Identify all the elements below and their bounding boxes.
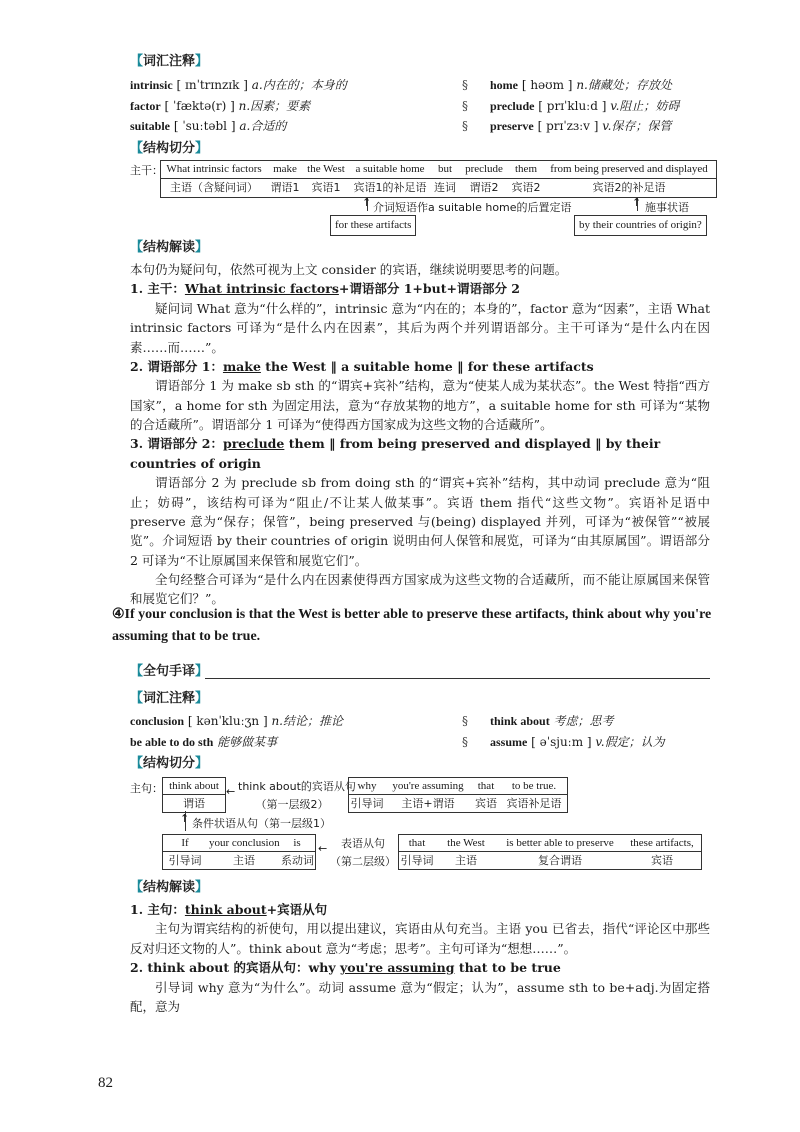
paragraph: 主句为谓宾结构的祈使句，用以提出建议，宾语由从句充当。主语 you 已省去，指代“评论区中那些反对归还文物的人”。think about 意为“考虑；思考”。主句可译为“想想……”。 bbox=[130, 921, 710, 956]
trunk-word: from being preserved and displayed bbox=[550, 163, 708, 175]
translate-heading: 【全句手译】 bbox=[130, 664, 209, 679]
row1-label: think about的宾语从句 bbox=[238, 780, 356, 793]
vocab-item: factor [ ˈfæktə(r) ] n.因素；要素 bbox=[130, 98, 311, 113]
trunk-role: 宾语1的补足语 bbox=[353, 181, 427, 194]
trunk-word: a suitable home bbox=[355, 163, 425, 175]
vocab-item: think about 考虑；思考 bbox=[490, 714, 614, 728]
vocab-heading-2: 【词汇注释】 bbox=[130, 691, 209, 706]
row1-role: 宾语 bbox=[475, 797, 497, 810]
vocab-heading: 【词汇注释】 bbox=[130, 54, 209, 69]
row1-box-clause bbox=[348, 777, 568, 813]
note-box-for-these-artifacts: for these artifacts bbox=[330, 215, 416, 236]
vocab-item: assume [ əˈsjuːm ] v.假定；认为 bbox=[490, 734, 665, 749]
struct-heading: 【结构切分】 bbox=[130, 141, 209, 156]
analysis-point-3: 3. 谓语部分 2：preclude them ‖ from being preserved and displayed ‖ by their countries of origin bbox=[130, 436, 661, 471]
row2-box-if bbox=[162, 834, 316, 870]
row2-role: 引导词 bbox=[168, 854, 202, 867]
row1-word: why bbox=[357, 780, 377, 792]
trunk-word: them bbox=[515, 163, 537, 175]
analysis-point-1: 1. 主干：What intrinsic factors+谓语部分 1+but+谓语部分 2 bbox=[130, 281, 520, 297]
analysis-heading: 【结构解读】 bbox=[130, 240, 209, 255]
row2-word: If bbox=[181, 837, 189, 849]
trunk-word: preclude bbox=[465, 163, 503, 175]
paragraph: 引导词 why 意为“为什么”。动词 assume 意为“假定；认为”，assume sth to be+adj.为固定搭配，意为 bbox=[130, 979, 710, 1014]
vocab-item: intrinsic [ ɪnˈtrɪnzɪk ] a.内在的；本身的 bbox=[130, 78, 347, 92]
page-number: 82 bbox=[98, 1075, 113, 1091]
vocab-item: home [ həʊm ] n.储藏处；存放处 bbox=[490, 78, 672, 92]
row2-label: 表语从句 bbox=[341, 837, 385, 850]
row1-word: that bbox=[477, 780, 495, 792]
note-agent-adverbial: 施事状语 bbox=[645, 201, 689, 214]
analysis-point-2: 2. think about 的宾语从句：why you're assuming that to be true bbox=[130, 960, 561, 976]
row1-level: （第一层级2） bbox=[255, 798, 329, 811]
analysis-body bbox=[130, 260, 710, 609]
vocab-table-2: conclusion [ kənˈkluːʒn ] n.结论；推论 § think about 考虑；思考 be able to do sth 能够做某事 § assume [ əˈsjuːm ] v.假定；认为 bbox=[130, 712, 790, 751]
trunk-word: What intrinsic factors bbox=[166, 163, 262, 175]
paragraph: 谓语部分 2 为 preclude sb from doing sth 的“谓宾+宾补”结构，其中动词 preclude 意为“阻止；妨碍”，该结构可译为“阻止/不让某人做某事”。宾语 them 指代“这些文物”。宾语补足语中 preserve 意为“保存；保管”，being preserved 与(being) displayed 并列，可译为“被保管”“被展览”。介词短语 by their countries of origin 说明由何人保管和展览，可译为“由其原属国”。谓语部分 2 可译为“不让原属国来保管和展览它们”。 bbox=[130, 475, 710, 568]
row2-word: your conclusion bbox=[209, 837, 280, 849]
trunk-role: 宾语2 bbox=[511, 181, 541, 194]
trunk-role: 谓语2 bbox=[469, 181, 499, 194]
vocab-item: preclude [ prɪˈkluːd ] v.阻止；妨碍 bbox=[490, 98, 680, 113]
row2-role: 主语 bbox=[233, 854, 255, 867]
trunk-role: 连词 bbox=[434, 181, 456, 194]
sentence-4: ④If your conclusion is that the West is better able to preserve these artifacts, think about why you're assuming that to be true. bbox=[112, 607, 712, 645]
vocab-item: suitable [ ˈsuːtəbl ] a.合适的 bbox=[130, 119, 287, 134]
trunk-diagram bbox=[160, 160, 717, 198]
analysis-heading-2: 【结构解读】 bbox=[130, 880, 209, 895]
row2-role: 系动词 bbox=[281, 854, 314, 867]
trunk-word: make bbox=[273, 163, 297, 175]
analysis-point-2: 2. 谓语部分 1：make the West ‖ a suitable home ‖ for these artifacts bbox=[130, 358, 594, 374]
trunk-role: 宾语1 bbox=[311, 181, 341, 194]
row2-word: that bbox=[408, 837, 426, 849]
row2-word: is better able to preserve bbox=[506, 837, 614, 849]
vocab-item: be able to do sth 能够做某事 bbox=[130, 734, 278, 749]
cond-note: 条件状语从句（第一层级1） bbox=[192, 817, 331, 830]
trunk-word: but bbox=[437, 163, 453, 175]
row2-role: 宾语 bbox=[651, 854, 673, 867]
trunk-label: 主干： bbox=[130, 164, 163, 177]
row1-role: 宾语补足语 bbox=[506, 797, 562, 810]
row1-role: 主语+谓语 bbox=[401, 797, 455, 810]
row2-role: 引导词 bbox=[400, 854, 434, 867]
paragraph: 全句经整合可译为“是什么内在因素使得西方国家成为这些文物的合适藏所，而不能让原属国来保管和展览它们？”。 bbox=[130, 572, 710, 607]
trunk-role: 谓语1 bbox=[270, 181, 300, 194]
trunk-role: 宾语2的补足语 bbox=[592, 181, 666, 194]
row2-box-clause bbox=[398, 834, 702, 870]
row2-word: these artifacts, bbox=[630, 837, 694, 849]
row1-word: to be true. bbox=[511, 780, 557, 792]
row1-word: you're assuming bbox=[392, 780, 464, 792]
analysis-point-1: 1. 主句：think about+宾语从句 bbox=[130, 902, 328, 917]
page: 【词汇注释】 intrinsic [ ɪnˈtrɪnzɪk ] a.内在的；本身的 § home [ həʊm ] n.储藏处；存放处 factor [ ˈfæktə(r) ] n.因素；要素 § preclude [ prɪˈkluːd ] v.阻止；妨碍 suitable [ ˈsuːtəbl ] a.合适的 § preserve [ prɪˈzɜːv ] v.保存；保管 【结构切分】 主干： What intrinsic factors make the West a suitable home but preclude them from being preserved and displayed 主语（含疑问词） 谓语1 宾语1 宾语1的补足语 连词 谓语2 宾语2 宾语2的补足语 ↑ 介词短语作a suitable home的后置定语 for these artifacts ↑ 施事状语 by their countries of origin? 【结构解读】 本句仍为疑问句，依然可视为上文 consider 的宾语，继续说明要思考的问题。 1. 主干：What intrinsic factors+谓语部分 1+but+谓语部分 2 疑问词 What 意为“什么样的”，intrinsic 意为“内在的；本身的”，factor 意为“因素”，主语 What intrinsic factors 可译为“是什么内在因素”，其后为两个并列谓语部分。主干可译为“是什么内在因素……而……”。 2. 谓语部分 1：make the West ‖ a suitable home ‖ for these artifacts 谓语部分 1 为 make sb sth 的“谓宾+宾补”结构，意为“使某人成为某状态”。the West 特指“西方国家”，a home for sth 为固定用法，意为“存放某物的地方”，a suitable home for sth 可译为“某物的合适藏所”。谓语部分 1 可译为“使得西方国家成为这些文物的合适藏所”。 3. 谓语部分 2：preclude them ‖ from being preserved and displayed ‖ by their countries of origin 谓语部分 2 为 preclude sb from doing sth 的“谓宾+宾补”结构，其中动词 preclude 意为“阻止；妨碍”，该结构可译为“阻止/不让某人做某事”。宾语 them 指代“这些文物”。宾语补足语中 preserve 意为“保存；保管”，being preserved 与(being) displayed 并列，可译为“被保管”“被展览”。介词短语 by their countries of origin 说明由何人保管和展览，可译为“由其原属国”。谓语部分 2 可译为“不让原属国来保管和展览它们”。 全句经整合可译为“是什么内在因素使得西方国家成为这些文物的合适藏所，而不能让原属国来保管和展览它们？”。 ④If your conclusion is that the West is better able to preserve these artifacts, think about why you're assuming that to be true. 【全句手译】 【词汇注释】 conclusion [ kənˈkluːʒn ] n.结论；推论 § think about 考虑；思考 be able to do sth 能够做某事 § assume [ əˈsjuːm ] v.假定；认为 【结构切分】 主句： think about 谓语 ← think about的宾语从句 （第一层级2） why you're assuming that to be true. 引导词 主语+谓语 宾语 宾语补足语 ↑ 条件状语从句（第一层级1） If your conclusion is 引导词 主语 系动词 ← 表语从句 （第二层级） that the West is better able to preserve these artifacts, 引导词 主语 复合谓语 宾语 【结构解读】 1. 主句：think about+宾语从句 主句为谓宾结构的祈使句，用以提出建议，宾语由从句充当。主语 you 已省去，指代“评论区中那些反对归还文物的人”。think about 意为“考虑；思考”。主句可译为“想想……”。 2. think about 的宾语从句：why you're assuming that to be true 引导词 why 意为“为什么”。动词 assume 意为“假定；认为”，assume sth to be+adj.为固定搭配，意为 82 bbox=[0, 0, 800, 1132]
row2-role: 复合谓语 bbox=[538, 854, 582, 867]
row2-role: 主语 bbox=[455, 854, 477, 867]
paragraph: 谓语部分 1 为 make sb sth 的“谓宾+宾补”结构，意为“使某人成为某状态”。the West 特指“西方国家”，a home for sth 为固定用法，意为“存放某物的地方”，a suitable home for sth 可译为“某物的合适藏所”。谓语部分 1 可译为“使得西方国家成为这些文物的合适藏所”。 bbox=[130, 378, 710, 432]
row2-word: is bbox=[293, 837, 301, 849]
note-box-by-origin: by their countries of origin? bbox=[574, 215, 707, 236]
main-label: 主句： bbox=[130, 782, 163, 795]
row2-word: the West bbox=[447, 837, 485, 849]
row1-word: think about bbox=[169, 780, 219, 792]
note-postpositive-attribute: 介词短语作a suitable home的后置定语 bbox=[373, 201, 572, 214]
paragraph: 疑问词 What 意为“什么样的”，intrinsic 意为“内在的；本身的”，factor 意为“因素”，主语 What intrinsic factors 可译为“是什么内在因素”，其后为两个并列谓语部分。主干可译为“是什么内在因素……而……”。 bbox=[130, 300, 710, 355]
vocab-item: preserve [ prɪˈzɜːv ] v.保存；保管 bbox=[490, 119, 672, 134]
analysis-body-2 bbox=[130, 900, 710, 1016]
translate-blank[interactable] bbox=[205, 678, 710, 679]
struct-heading-2: 【结构切分】 bbox=[130, 756, 209, 771]
trunk-role: 主语（含疑问词） bbox=[170, 181, 258, 194]
trunk-word: the West bbox=[307, 163, 345, 175]
vocab-table: intrinsic [ ɪnˈtrɪnzɪk ] a.内在的；本身的 § home [ həʊm ] n.储藏处；存放处 factor [ ˈfæktə(r) ] n.因素；要素 § preclude [ prɪˈkluːd ] v.阻止；妨碍 suitable [ ˈsuːtəbl ] a.合适的 § preserve [ prɪˈzɜːv ] v.保存；保管 bbox=[130, 76, 790, 136]
vocab-item: conclusion [ kənˈkluːʒn ] n.结论；推论 bbox=[130, 714, 343, 728]
row1-box-verb bbox=[162, 777, 226, 813]
row2-level: （第二层级） bbox=[330, 855, 396, 868]
intro-paragraph: 本句仍为疑问句，依然可视为上文 consider 的宾语，继续说明要思考的问题。 bbox=[130, 262, 568, 277]
row1-role: 谓语 bbox=[183, 797, 205, 810]
row1-role: 引导词 bbox=[350, 797, 384, 810]
